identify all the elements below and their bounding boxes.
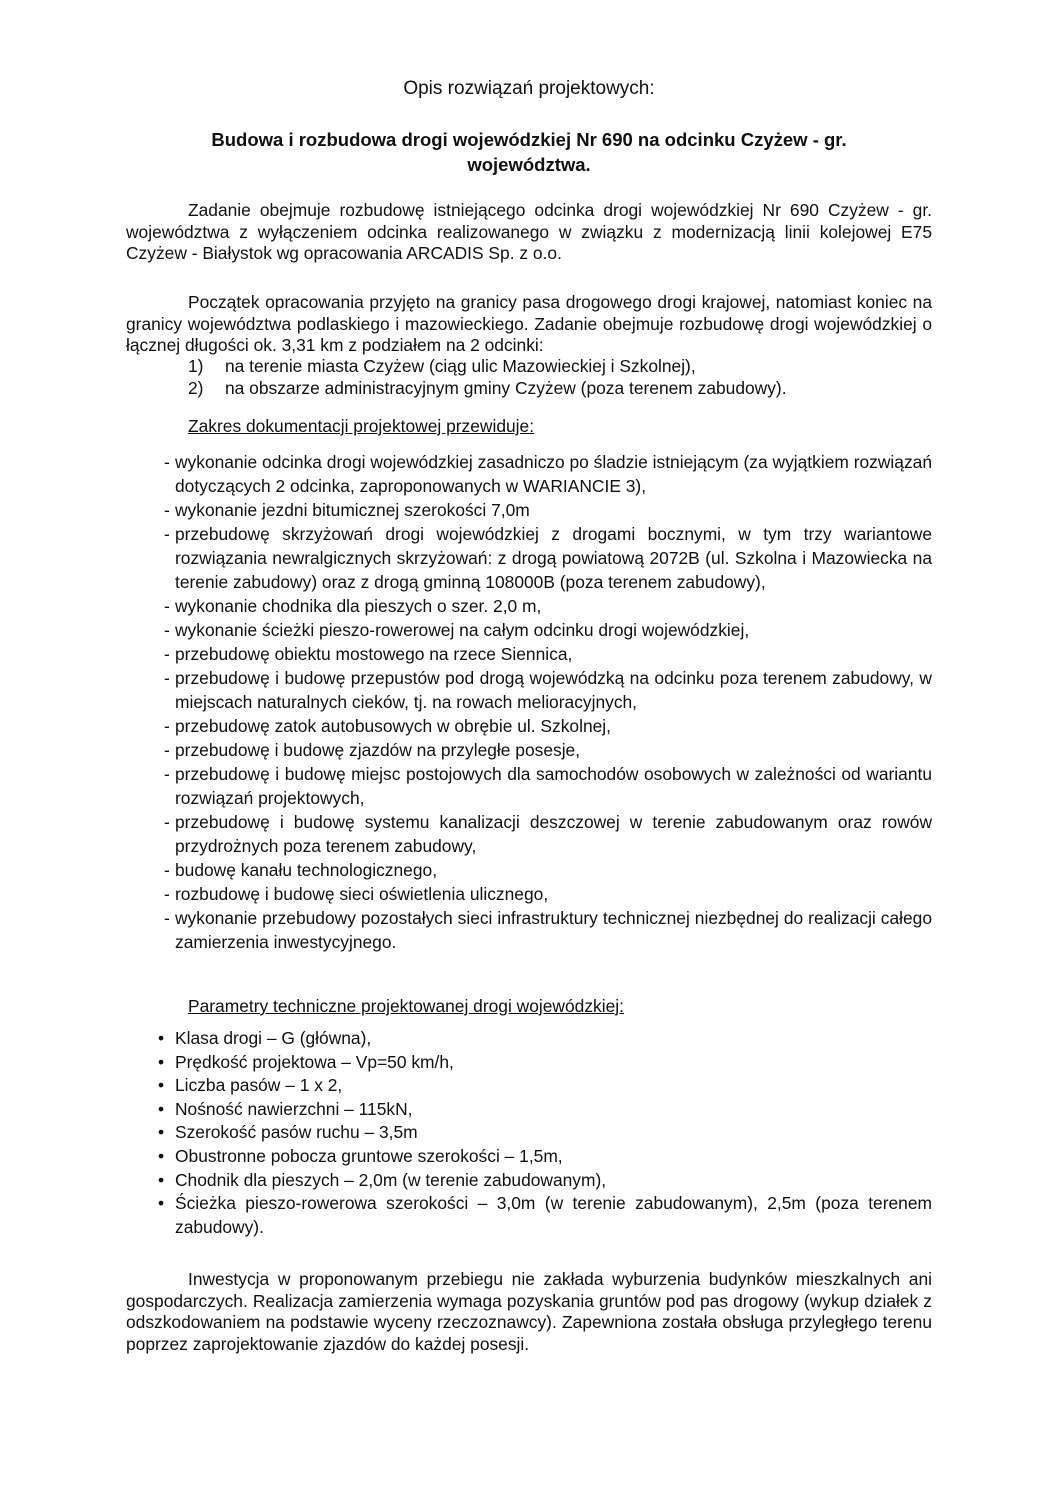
bullet-marker: • xyxy=(158,1075,165,1096)
param-item-text: Ścieżka pieszo-rowerowa szerokości – 3,0m (w terenie zabudowanym), 2,5m (poza terenem zabudowy). xyxy=(175,1193,932,1237)
dash-marker: - xyxy=(164,620,170,640)
dash-marker: - xyxy=(164,764,170,784)
param-item xyxy=(158,1074,932,1098)
param-item-text: Liczba pasów – 1 x 2, xyxy=(175,1075,343,1096)
scope-item xyxy=(164,810,932,858)
param-item xyxy=(158,1192,932,1239)
bullet-marker: • xyxy=(158,1169,165,1190)
intro-paragraph: Zadanie obejmuje rozbudowę istniejącego odcinka drogi wojewódzkiej Nr 690 Czyżew - gr. województwa z wyłączeniem odcinka realizowanego w związku z modernizacją linii kolejowej E75 Czyżew - Białystok wg opracowania ARCADIS Sp. z o.o. xyxy=(126,200,932,264)
dash-marker: - xyxy=(164,908,170,928)
param-item xyxy=(158,1121,932,1145)
scope-item xyxy=(164,762,932,810)
scope-item xyxy=(164,858,932,882)
section-item xyxy=(188,356,932,378)
section-list xyxy=(188,356,932,399)
dash-marker: - xyxy=(164,812,170,832)
dash-marker: - xyxy=(164,668,170,688)
scope-item xyxy=(164,498,932,522)
scope-item-text: przebudowę i budowę przepustów pod drogą wojewódzką na odcinku poza terenem zabudowy, w miejscach naturalnych cieków, tj. na rowach melioracyjnych, xyxy=(175,668,932,712)
param-item-text: Klasa drogi – G (główna), xyxy=(175,1028,372,1048)
scope-item xyxy=(164,714,932,738)
param-item xyxy=(158,1051,932,1075)
scope-item-text: przebudowę zatok autobusowych w obrębie ul. Szkolnej, xyxy=(175,716,611,736)
param-item-text: Prędkość projektowa – Vp=50 km/h, xyxy=(175,1051,454,1072)
bullet-marker: • xyxy=(158,1028,165,1048)
scope-item-text: wykonanie przebudowy pozostałych sieci infrastruktury technicznej niezbędnej do realizacji całego zamierzenia inwestycyjnego. xyxy=(175,908,932,952)
scope-item-text: przebudowę i budowę miejsc postojowych dla samochodów osobowych w zależności od wariantu rozwiązań projektowych, xyxy=(175,764,932,808)
section-text: na terenie miasta Czyżew (ciąg ulic Mazowieckiej i Szkolnej), xyxy=(225,356,696,376)
param-item-text: Obustronne pobocza gruntowe szerokości – 1,5m, xyxy=(175,1145,563,1166)
scope-item-text: przebudowę skrzyżowań drogi wojewódzkiej z drogami bocznymi, w tym trzy wariantowe rozwiązania newralgicznych skrzyżowań: z drogą powiatową 2072B (ul. Szkolna i Mazowiecka na terenie zabudowy) oraz z drogą gminną 108000B (poza terenem zabudowy), xyxy=(175,524,932,592)
scope-item xyxy=(164,642,932,666)
scope-list xyxy=(164,450,932,954)
scope-item-text: przebudowę obiektu mostowego na rzece Siennica, xyxy=(175,644,573,664)
dash-marker: - xyxy=(164,596,170,616)
params-list xyxy=(158,1027,932,1239)
scope-item-text: wykonanie odcinka drogi wojewódzkiej zasadniczo po śladzie istniejącym (za wyjątkiem rozwiązań dotyczących 2 odcinka, zaproponowanych w WARIANCIE 3), xyxy=(175,452,932,496)
title-line-2: województwa. xyxy=(467,154,591,175)
dash-marker: - xyxy=(164,860,170,880)
document-title xyxy=(126,127,932,177)
section-number: 2) xyxy=(188,377,204,398)
section-text: na obszarze administracyjnym gminy Czyżew (poza terenem zabudowy). xyxy=(225,377,787,398)
section-number: 1) xyxy=(188,356,204,376)
params-subheading: Parametry techniczne projektowanej drogi wojewódzkiej: xyxy=(188,996,624,1016)
param-item xyxy=(158,1027,932,1051)
document-page xyxy=(126,0,932,1497)
param-item xyxy=(158,1145,932,1169)
scope-paragraph: Początek opracowania przyjęto na granicy pasa drogowego drogi krajowej, natomiast koniec na granicy województwa podlaskiego i mazowieckiego. Zadanie obejmuje rozbudowę drogi wojewódzkiej o łącznej długości ok. 3,31 km z podziałem na 2 odcinki: xyxy=(126,292,932,356)
scope-subheading: Zakres dokumentacji projektowej przewiduje: xyxy=(188,416,535,436)
dash-marker: - xyxy=(164,452,170,472)
section-item xyxy=(188,378,932,400)
scope-item xyxy=(164,618,932,642)
dash-marker: - xyxy=(164,884,170,904)
param-item-text: Chodnik dla pieszych – 2,0m (w terenie zabudowanym), xyxy=(175,1169,607,1190)
bullet-marker: • xyxy=(158,1051,165,1072)
dash-marker: - xyxy=(164,524,170,544)
scope-item-text: budowę kanału technologicznego, xyxy=(175,860,438,880)
scope-item-text: przebudowę i budowę zjazdów na przyległe posesje, xyxy=(175,740,581,760)
scope-item-text: przebudowę i budowę systemu kanalizacji deszczowej w terenie zabudowanym oraz rowów przydrożnych poza terenem zabudowy, xyxy=(175,812,932,856)
dash-marker: - xyxy=(164,716,170,736)
scope-item xyxy=(164,450,932,498)
title-line-1: Budowa i rozbudowa drogi wojewódzkiej Nr 690 na odcinku Czyżew - gr. xyxy=(211,129,847,150)
scope-item xyxy=(164,666,932,714)
param-item xyxy=(158,1098,932,1122)
param-item-text: Szerokość pasów ruchu – 3,5m xyxy=(175,1122,418,1143)
scope-item xyxy=(164,906,932,954)
document-heading: Opis rozwiązań projektowych: xyxy=(403,78,655,99)
scope-item-text: wykonanie jezdni bitumicznej szerokości 7,0m xyxy=(175,500,530,520)
scope-item xyxy=(164,738,932,762)
dash-marker: - xyxy=(164,644,170,664)
scope-item-text: wykonanie chodnika dla pieszych o szer. 2,0 m, xyxy=(175,596,542,616)
closing-paragraph: Inwestycja w proponowanym przebiegu nie zakłada wyburzenia budynków mieszkalnych ani gospodarczych. Realizacja zamierzenia wymaga pozyskania gruntów pod pas drogowy (wykup działek z odszkodowaniem na podstawie wyceny rzeczoznawcy). Zapewniona została obsługa przyległego terenu poprzez zaprojektowanie zjazdów do każdej posesji. xyxy=(126,1269,932,1355)
scope-item xyxy=(164,594,932,618)
param-item-text: Nośność nawierzchni – 115kN, xyxy=(175,1098,413,1119)
scope-item-text: wykonanie ścieżki pieszo-rowerowej na całym odcinku drogi wojewódzkiej, xyxy=(175,620,750,640)
scope-item xyxy=(164,522,932,594)
param-item xyxy=(158,1169,932,1193)
dash-marker: - xyxy=(164,500,170,520)
scope-item xyxy=(164,882,932,906)
bullet-marker: • xyxy=(158,1122,165,1143)
bullet-marker: • xyxy=(158,1193,165,1214)
scope-item-text: rozbudowę i budowę sieci oświetlenia ulicznego, xyxy=(175,884,549,904)
dash-marker: - xyxy=(164,740,170,760)
bullet-marker: • xyxy=(158,1098,165,1119)
bullet-marker: • xyxy=(158,1145,165,1166)
